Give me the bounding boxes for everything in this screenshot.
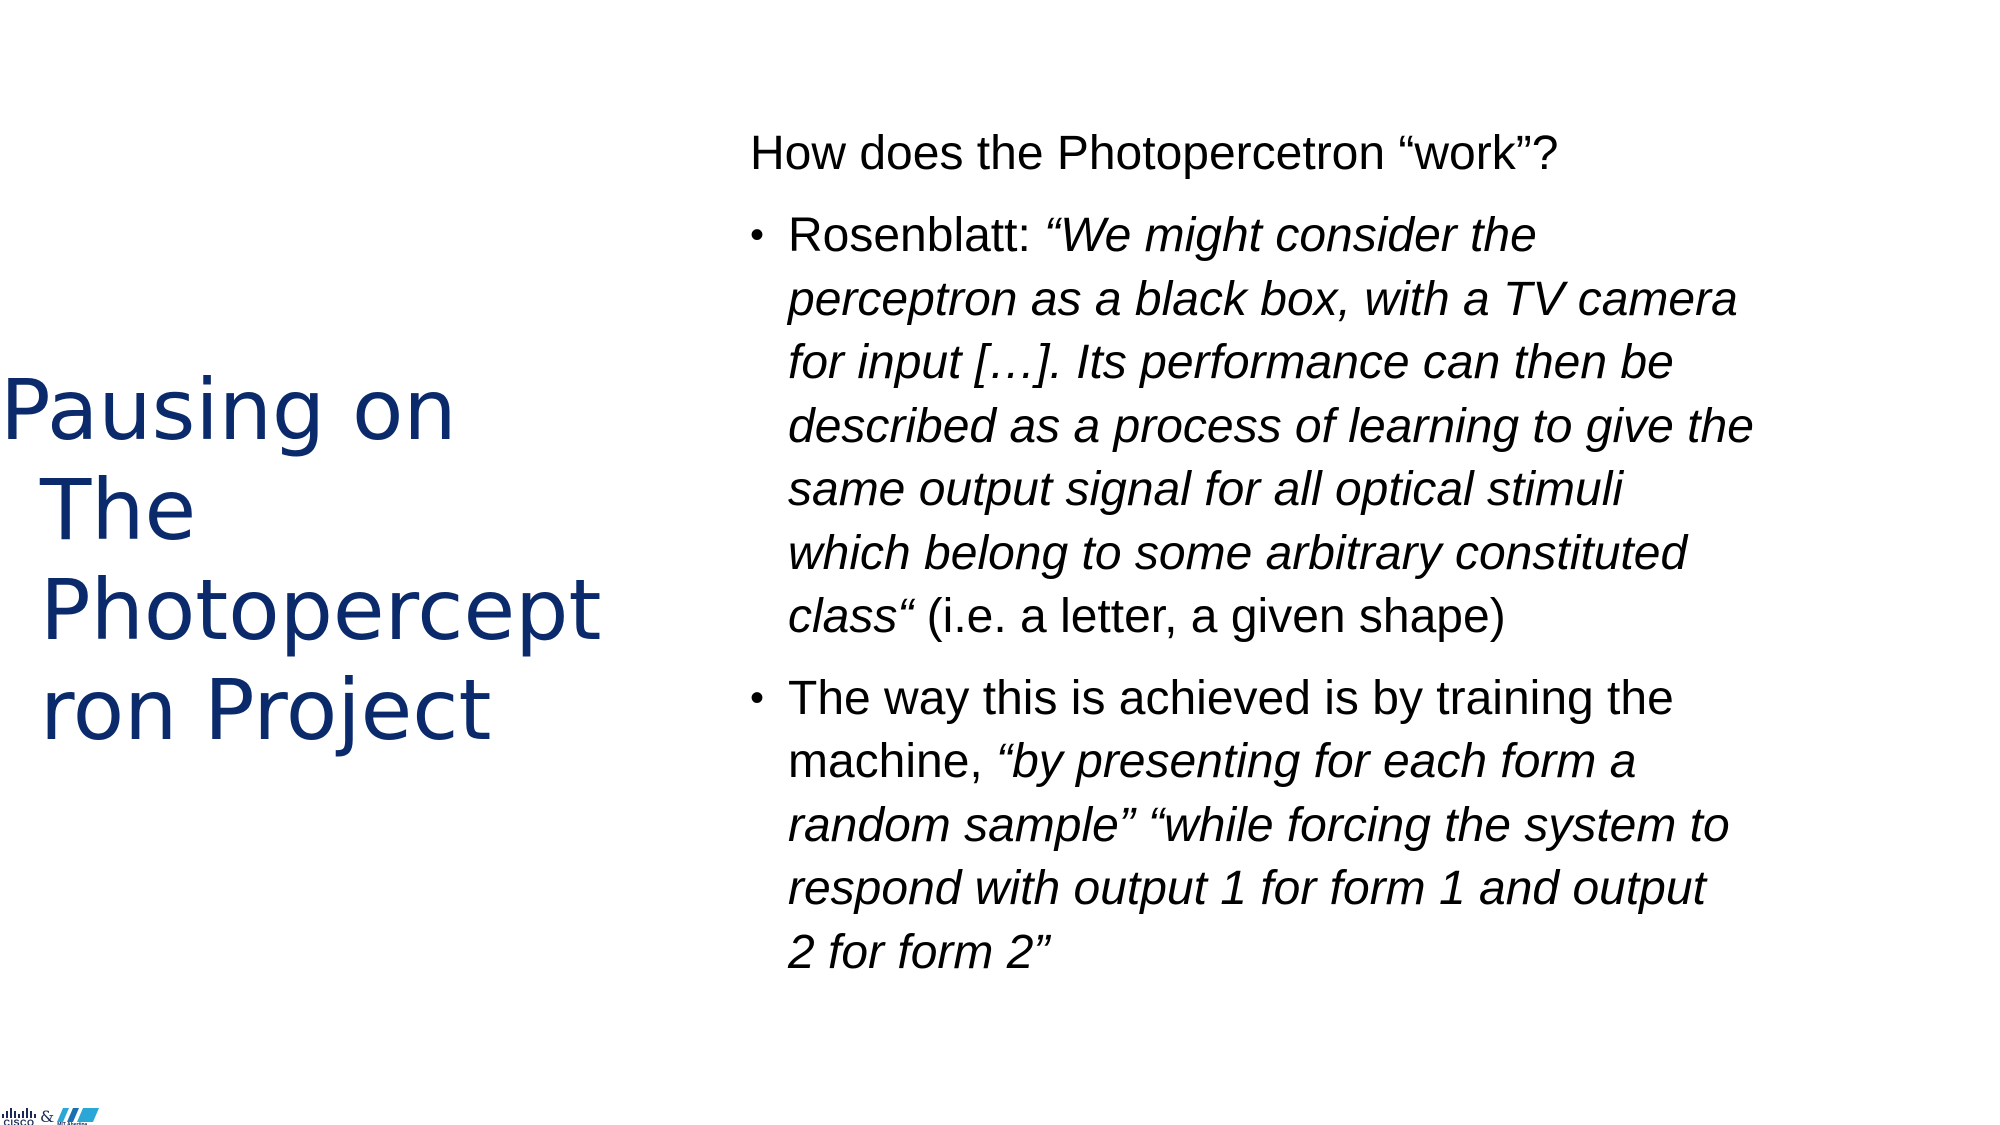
quote-text: perceptron as a black box, with a TV camera <box>788 272 1738 326</box>
bullet-training <box>750 667 1900 985</box>
bullet-text: The way this is achieved is by training the <box>788 671 1674 725</box>
mit-logo <box>57 1108 99 1125</box>
bullet-text: machine, <box>788 735 997 788</box>
bullet-dot-icon: • <box>750 213 765 257</box>
mit-wordmark: MIT Abertina <box>57 1122 88 1125</box>
title-line-2: The <box>40 461 197 559</box>
bullet-dot-icon: • <box>750 675 765 720</box>
quote-text: which belong to some arbitrary constituted <box>788 526 1688 580</box>
bullet-line <box>788 585 1900 649</box>
bullet-line <box>788 730 1900 794</box>
quote-text: described as a process of learning to give the <box>788 399 1754 453</box>
quote-text: “by presenting for each form a <box>996 735 1637 788</box>
quote-text: 2 for form 2” <box>788 925 1050 979</box>
mit-logo-icon <box>57 1108 99 1122</box>
quote-text: random sample” “while forcing the system to <box>788 798 1730 852</box>
quote-text: respond with output 1 for form 1 and output <box>788 862 1706 915</box>
cisco-wordmark: CISCO <box>3 1118 35 1125</box>
cisco-logo <box>2 1108 36 1125</box>
body-heading: How does the Photopercetron “work”? <box>750 127 1559 180</box>
bullet-prefix: Rosenblatt: <box>788 209 1045 262</box>
bullet-line <box>788 204 1900 268</box>
ampersand: & <box>40 1107 55 1125</box>
quote-text: “We might consider the <box>1044 209 1537 262</box>
cisco-bars-icon <box>2 1108 36 1118</box>
quote-text: class“ <box>788 590 914 643</box>
bullet-text: (i.e. a letter, a given shape) <box>913 590 1506 643</box>
quote-text: same output signal for all optical stimuli <box>788 463 1624 516</box>
title-line-1: Pausing on <box>0 361 457 459</box>
footer-logos <box>2 1098 122 1125</box>
bullet-rosenblatt <box>750 204 1900 649</box>
quote-text: for input […]. Its performance can then be <box>788 336 1674 389</box>
slide-body <box>750 122 1900 1002</box>
title-line-3: Photopercept <box>40 561 602 659</box>
slide-title <box>0 360 700 760</box>
title-line-4: ron Project <box>40 661 492 759</box>
